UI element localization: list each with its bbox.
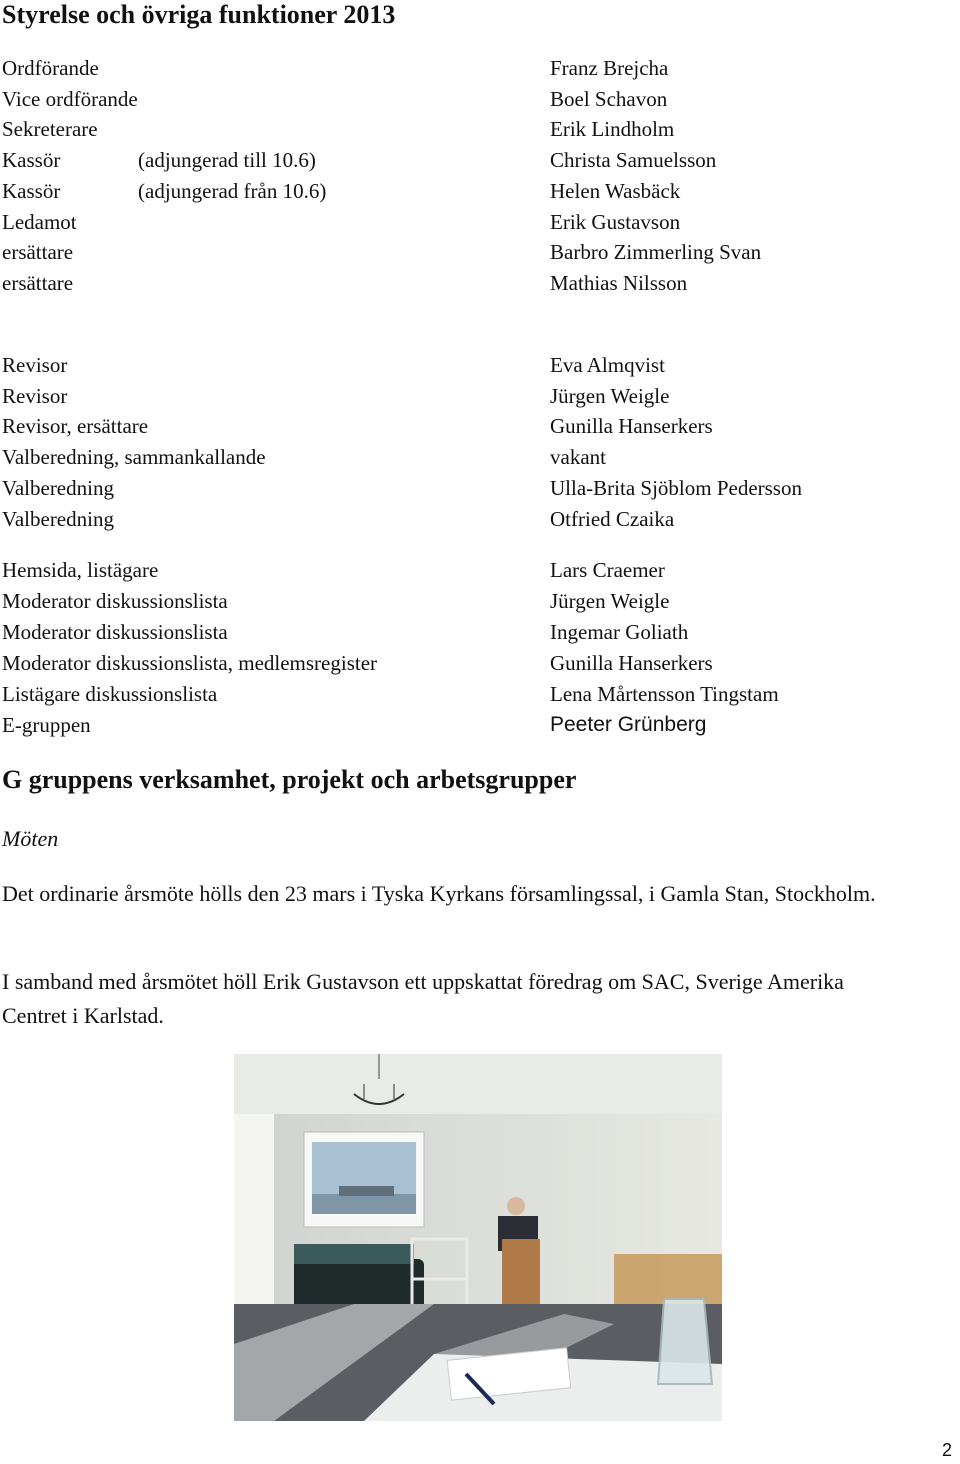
- water-jug: [658, 1299, 712, 1384]
- speaker-head: [507, 1197, 525, 1215]
- paragraph-foredrag: I samband med årsmötet höll Erik Gustavson ett uppskattat föredrag om SAC, Sverige Amerika Centret i Karlstad.: [2, 969, 844, 1028]
- board-row-role: ersättare: [2, 270, 74, 295]
- board-row-note: (adjungerad från 10.6): [138, 178, 327, 203]
- ceiling: [234, 1054, 722, 1124]
- function-row-name: Peeter Grünberg: [550, 712, 707, 736]
- function-row-role: Moderator diskussionslista: [2, 588, 228, 613]
- paragraph-arsmote: Det ordinarie årsmöte hölls den 23 mars i Tyska Kyrkans församlingssal, i Gamla Stan, Stockholm.: [2, 881, 876, 906]
- board-row-role: Kassör: [2, 178, 61, 203]
- grand-piano: [294, 1259, 424, 1309]
- function-row-role: E-gruppen: [2, 712, 91, 737]
- board-row-role: Kassör: [2, 148, 61, 173]
- auditor-row-role: Valberedning, sammankallande: [2, 445, 266, 470]
- function-row-name: Jürgen Weigle: [550, 588, 670, 613]
- function-row-role: Moderator diskussionslista: [2, 619, 228, 644]
- board-row-name: Erik Gustavson: [550, 209, 681, 234]
- page-title: Styrelse och övriga funktioner 2013: [2, 0, 396, 29]
- function-row-name: Lars Craemer: [550, 558, 665, 582]
- board-row-role: Sekreterare: [2, 117, 98, 142]
- auditor-row-name: Jürgen Weigle: [550, 383, 670, 408]
- function-row-name: Lena Mårtensson Tingstam: [550, 681, 779, 706]
- auditor-row-name: vakant: [550, 445, 606, 470]
- auditor-row-name: Eva Almqvist: [550, 353, 665, 377]
- board-row-name: Franz Brejcha: [550, 56, 669, 80]
- board-row-role: Ordförande: [2, 56, 99, 80]
- board-row-name: Boel Schavon: [550, 86, 668, 111]
- auditor-row-role: Valberedning: [2, 475, 114, 500]
- auditor-row-name: Ulla-Brita Sjöblom Pedersson: [550, 475, 802, 500]
- auditor-row-role: Valberedning: [2, 506, 114, 531]
- window-light: [234, 1114, 274, 1314]
- section-heading: G gruppens verksamhet, projekt och arbetsgrupper: [2, 765, 577, 794]
- meeting-photo: [234, 1054, 722, 1421]
- board-row-name: Mathias Nilsson: [550, 270, 688, 295]
- function-row-role: Moderator diskussionslista, medlemsregister: [2, 650, 378, 675]
- auditor-row-role: Revisor, ersättare: [2, 414, 149, 439]
- board-row-role: Vice ordförande: [2, 86, 138, 111]
- board-row-note: (adjungerad till 10.6): [138, 148, 316, 173]
- auditor-row-role: Revisor: [2, 383, 68, 408]
- projected-water: [312, 1194, 416, 1214]
- auditor-row-name: Gunilla Hanserkers: [550, 414, 713, 439]
- subheading-moten: Möten: [2, 826, 59, 851]
- function-row-role: Hemsida, listägare: [2, 558, 159, 582]
- board-row-role: Ledamot: [2, 209, 77, 234]
- function-row-name: Gunilla Hanserkers: [550, 650, 713, 675]
- board-row-name: Erik Lindholm: [550, 117, 675, 142]
- projected-castle: [339, 1186, 394, 1196]
- board-row-name: Helen Wasbäck: [550, 178, 681, 203]
- board-row-name: Christa Samuelsson: [550, 148, 717, 173]
- board-row-role: ersättare: [2, 240, 74, 265]
- board-row-name: Barbro Zimmerling Svan: [550, 240, 762, 265]
- function-row-name: Ingemar Goliath: [550, 619, 689, 644]
- piano-cover: [294, 1244, 414, 1264]
- function-row-role: Listägare diskussionslista: [2, 681, 218, 706]
- auditor-row-name: Otfried Czaika: [550, 506, 675, 531]
- page-number: 2: [942, 1440, 953, 1460]
- auditor-row-role: Revisor: [2, 353, 68, 377]
